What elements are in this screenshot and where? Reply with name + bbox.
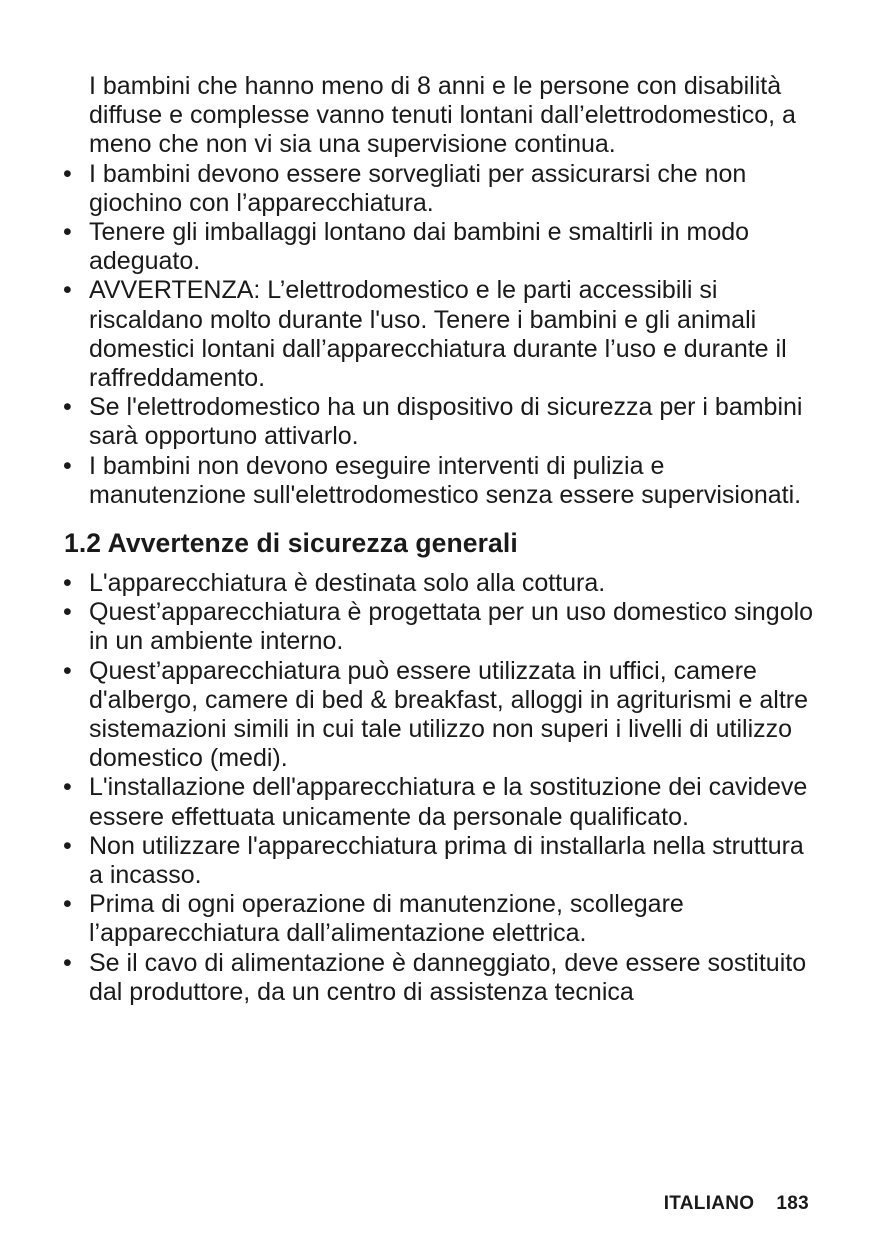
list-item [58,949,818,1007]
list-item-text: Se l'elettrodomestico ha un dispositivo di sicurezza per i bambini sarà opportuno attivarlo. [89,393,803,451]
page-footer [664,1193,809,1215]
list-item-text: Quest’apparecchiatura è progettata per un uso domestico singolo in un ambiente interno. [89,598,814,656]
list-item-text: Non utilizzare l'apparecchiatura prima di installarla nella struttura a incasso. [89,831,804,890]
bullet-list-section [58,569,818,1007]
list-item-text: Prima di ogni operazione di manutenzione, scollegare l’apparecchiatura dall’alimentazione elettrica. [89,890,684,948]
list-item-text: Quest’apparecchiatura può essere utilizzata in uffici, camere d'albergo, camere di bed & breakfast, alloggi in agriturismi e altre sistemazioni simili in cui tale utilizzo non superi i livelli di utilizzo domestico (medi). [89,656,809,773]
list-item [58,393,818,451]
list-item [58,218,818,276]
bullet-icon: • [63,656,72,685]
bullet-icon: • [63,218,72,247]
list-item-text: Tenere gli imballaggi lontano dai bambini e smaltirli in modo adeguato. [89,218,750,276]
bullet-icon: • [63,773,72,802]
list-item [58,569,818,598]
bullet-icon: • [63,276,72,305]
list-item [58,160,818,218]
list-item-text: L'apparecchiatura è destinata solo alla cottura. [89,569,606,598]
document-page [58,72,818,1007]
bullet-icon: • [63,159,72,188]
list-item [58,598,818,656]
intro-paragraph: I bambini che hanno meno di 8 anni e le persone con disabilità diffuse e complesse vanno tenuti lontani dall’elettrodomestico, a meno che non vi sia una supervisione continua. [89,72,796,159]
footer-language: ITALIANO [663,1193,755,1214]
bullet-icon: • [63,831,72,860]
bullet-icon: • [63,569,72,598]
list-item [58,890,818,948]
bullet-list-top [58,160,818,510]
list-item-text: Se il cavo di alimentazione è danneggiato, deve essere sostituito dal produttore, da un centro di assistenza tecnica [89,948,807,1006]
bullet-icon: • [63,890,72,919]
list-item [58,276,818,393]
page-number: 183 [776,1193,809,1214]
bullet-icon: • [63,451,72,480]
list-item-text: L'installazione dell'apparecchiatura e la sostituzione dei cavideve essere effettuata unicamente da personale qualificato. [89,773,808,831]
list-item-text: I bambini non devono eseguire interventi di pulizia e manutenzione sull'elettrodomestico senza essere supervisionati. [89,451,802,509]
list-item-text: AVVERTENZA: L’elettrodomestico e le parti accessibili si riscaldano molto durante l'uso. Tenere i bambini e gli animali domestici lontani dall’apparecchiatura durante l’uso e durante il raffreddamento. [89,276,787,393]
section-heading: 1.2 Avvertenze di sicurezza generali [64,528,518,559]
bullet-icon: • [63,393,72,422]
list-item [58,657,818,774]
bullet-icon: • [63,598,72,627]
bullet-icon: • [63,948,72,977]
list-item [58,832,818,890]
list-item [58,773,818,831]
list-item-text: I bambini devono essere sorvegliati per assicurarsi che non giochino con l’apparecchiatura. [89,159,747,217]
list-item [58,452,818,510]
